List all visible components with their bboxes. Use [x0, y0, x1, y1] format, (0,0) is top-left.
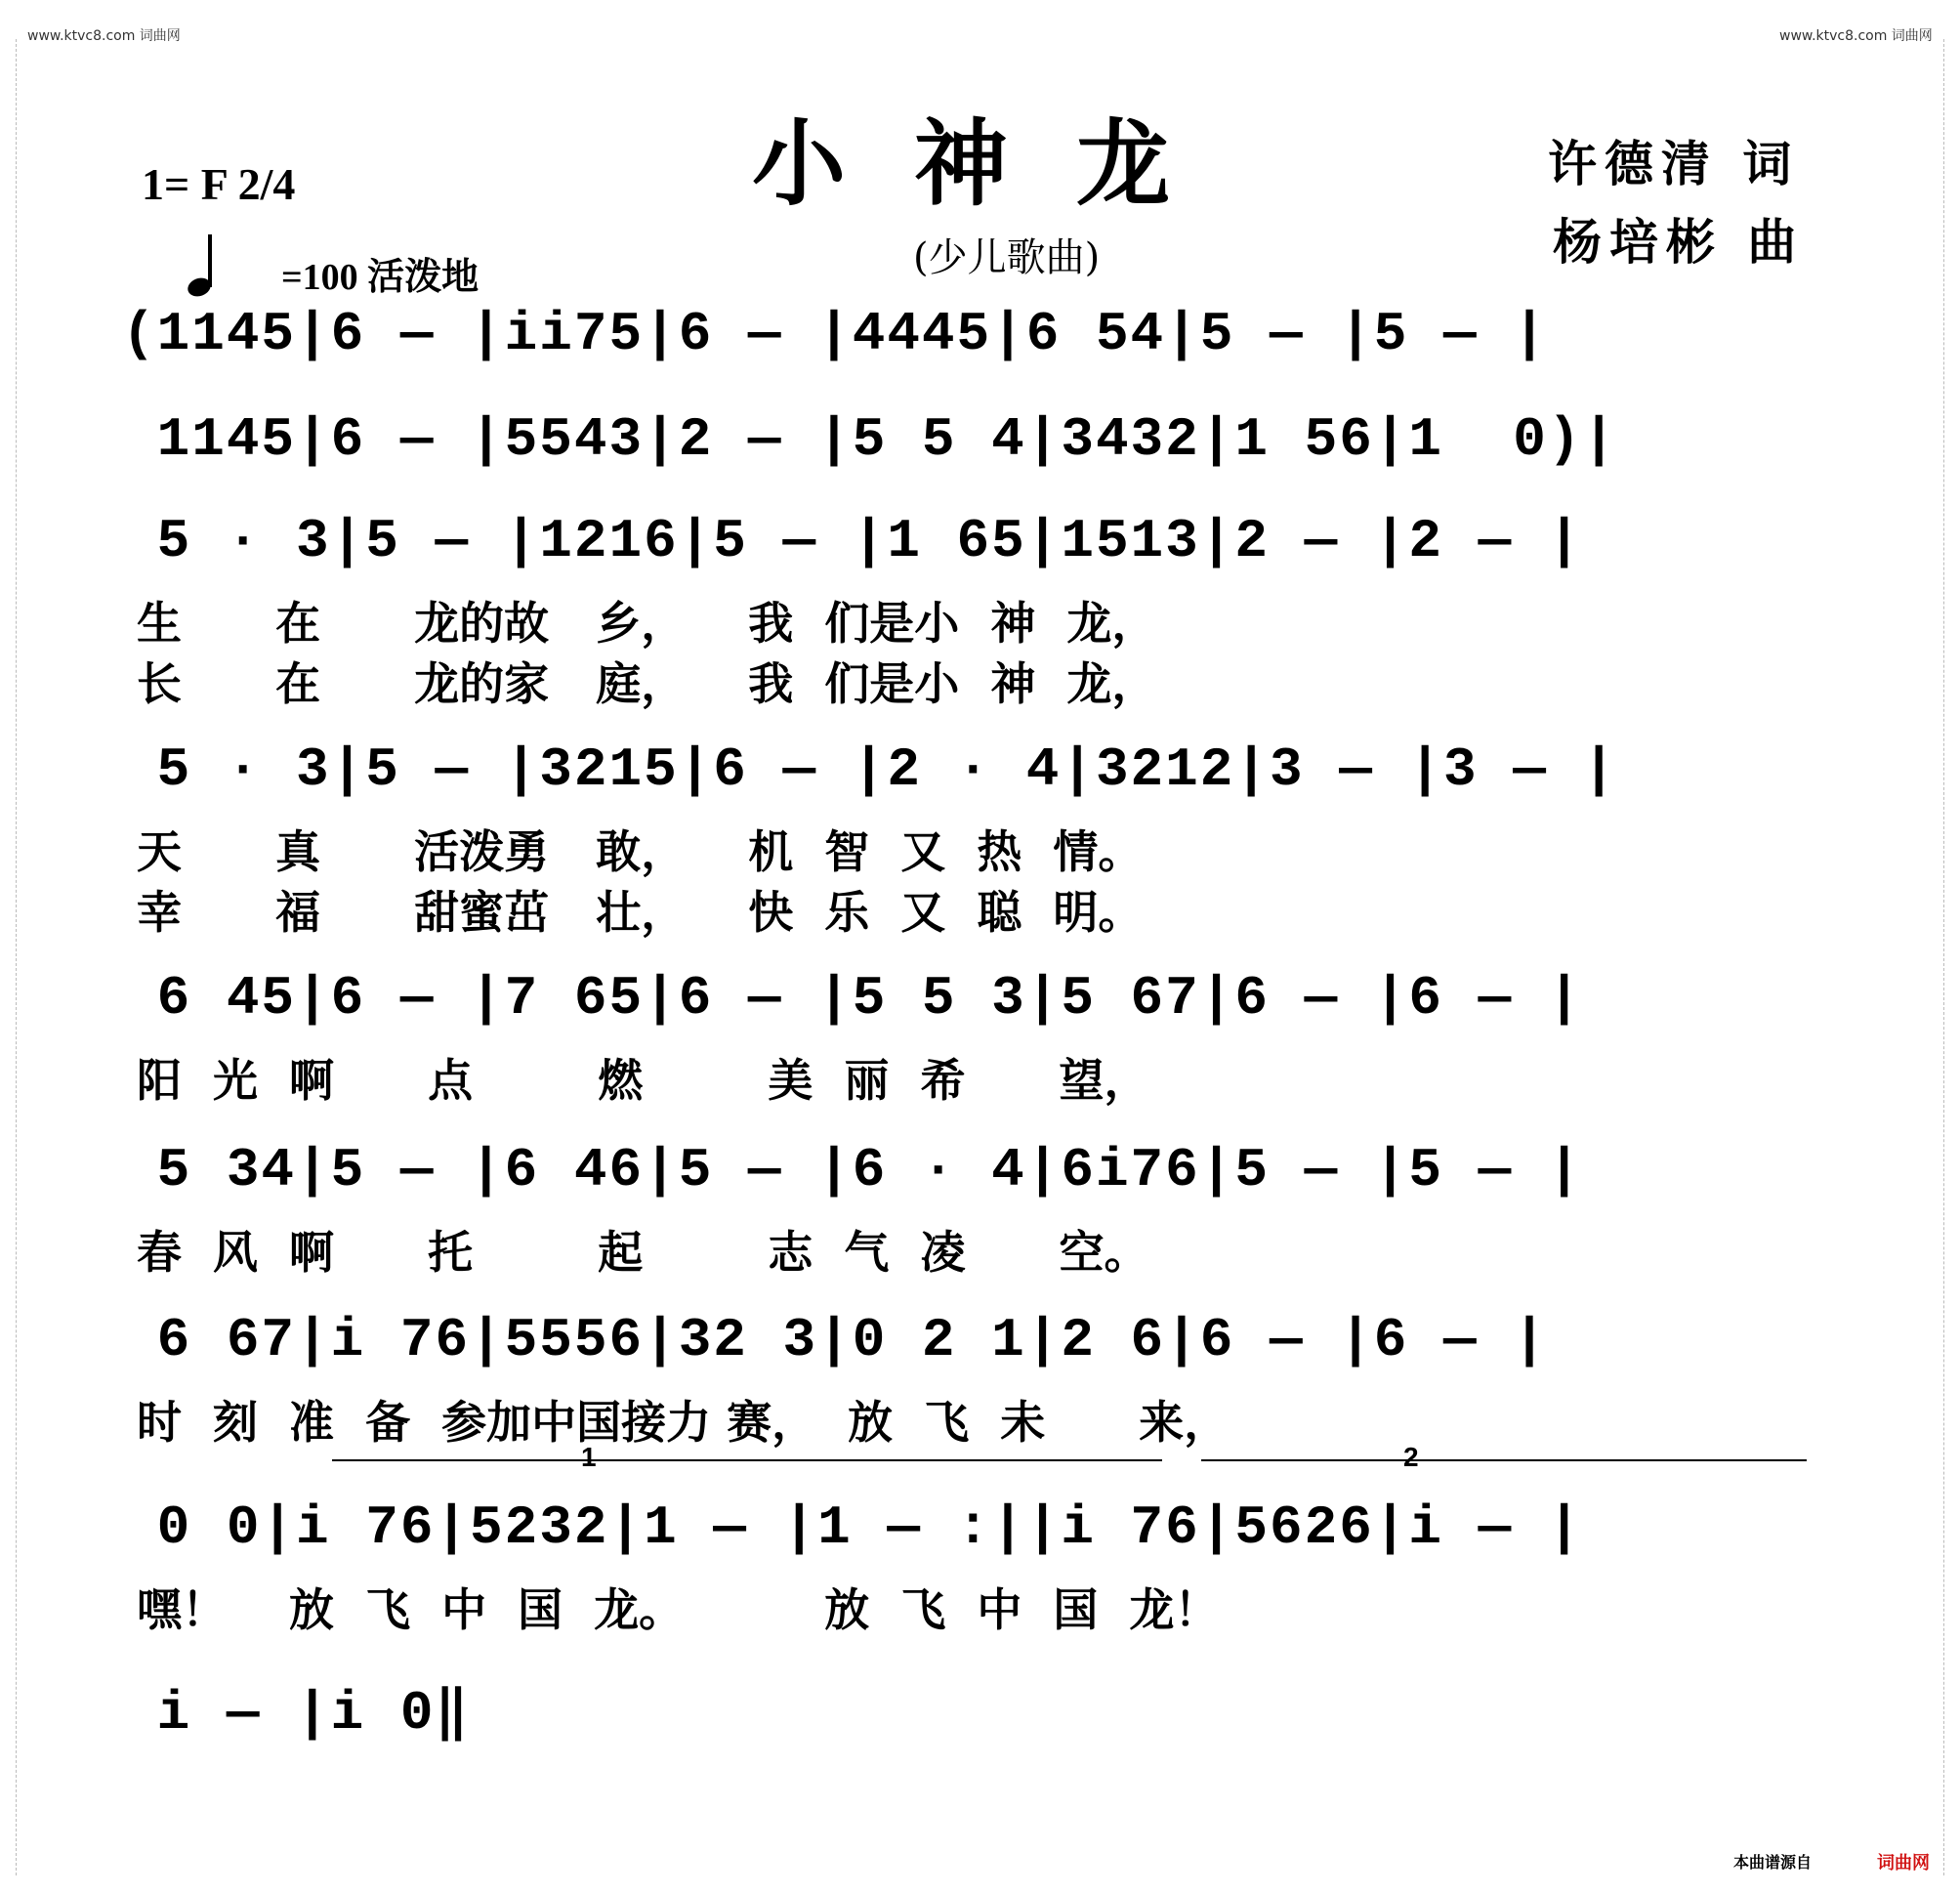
notation-row: 5 34|5 — |6 46|5 — |6 · 4|6i76|5 — |5 — |	[122, 1139, 1583, 1201]
song-title: 小神龙	[752, 108, 1238, 219]
footer-source-label: 本曲谱源自	[1733, 1853, 1813, 1872]
lyric-line: 生 在 龙的故 乡， 我 们是小 神 龙，	[137, 597, 1157, 650]
footer-site-logo[interactable]: 词曲网	[1877, 1853, 1930, 1874]
lyric-line: 幸 福 甜蜜茁 壮， 快 乐 又 聪 明。	[137, 886, 1144, 939]
notation-row: 1145|6 — |5543|2 — |5 5 4|3432|1 56|1 0)|	[122, 408, 1618, 471]
composer-credit: 杨培彬 曲	[1553, 213, 1805, 271]
lyric-line: 天 真 活泼勇 敢， 机 智 又 热 情。	[137, 825, 1144, 878]
lyricist-credit: 许德清 词	[1548, 135, 1800, 192]
first-ending-number: 1	[581, 1442, 597, 1472]
notation-row: 5 · 3|5 — |3215|6 — |2 · 4|3212|3 — |3 — |	[122, 738, 1618, 801]
lyric-line: 长 在 龙的家 庭， 我 们是小 神 龙，	[137, 657, 1157, 710]
right-border-strip	[1943, 39, 1954, 1875]
notation-row: i — |i 0‖	[122, 1682, 471, 1745]
first-ending-bracket	[332, 1459, 1162, 1461]
lyric-line: 嘿！ 放 飞 中 国 龙。 放 飞 中 国 龙！	[137, 1583, 1220, 1636]
lyric-line: 时 刻 准 备 参加中国接力 赛， 放 飞 未 来，	[137, 1396, 1230, 1449]
tempo-marking: =100 活泼地	[281, 257, 480, 298]
key-signature: 1= F 2/4	[142, 159, 296, 209]
notation-row: 6 45|6 — |7 65|6 — |5 5 3|5 67|6 — |6 — |	[122, 967, 1583, 1030]
lyric-line: 春 风 啊 托 起 志 气 凌 空。	[137, 1226, 1149, 1279]
notation-row: 0 0|i 76|5232|1 — |1 — :||i 76|5626|i — |	[122, 1496, 1583, 1559]
watermark-left: www.ktvc8.com 词曲网	[27, 28, 181, 44]
watermark-right: www.ktvc8.com 词曲网	[1779, 28, 1933, 44]
song-subtitle: (少儿歌曲)	[913, 235, 1101, 280]
left-border-strip	[6, 39, 17, 1875]
quarter-note-icon	[186, 232, 225, 297]
lyric-line: 阳 光 啊 点 燃 美 丽 希 望，	[137, 1054, 1149, 1107]
second-ending-number: 2	[1403, 1442, 1419, 1472]
notation-row: 5 · 3|5 — |1216|5 — |1 65|1513|2 — |2 — |	[122, 510, 1583, 572]
notation-row: (1145|6 — |ii75|6 — |4445|6 54|5 — |5 — |	[122, 303, 1548, 365]
second-ending-bracket	[1201, 1459, 1807, 1461]
notation-row: 6 67|i 76|5556|32 3|0 2 1|2 6|6 — |6 — |	[122, 1309, 1548, 1371]
